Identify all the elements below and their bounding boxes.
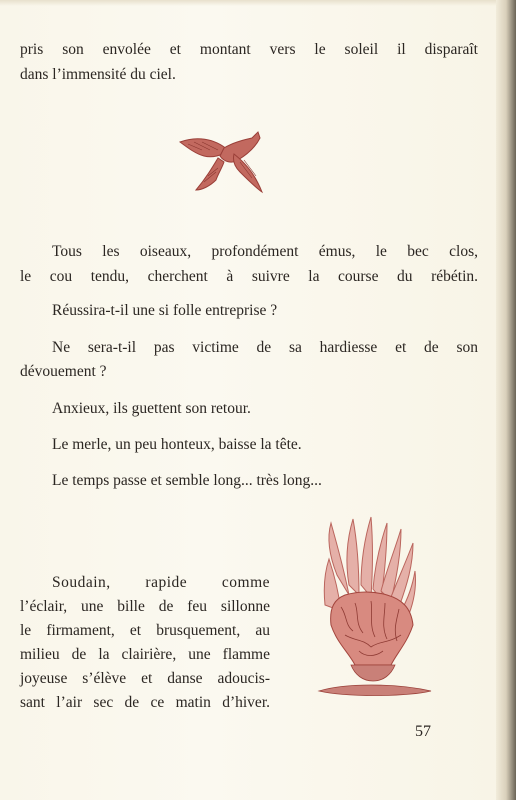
paragraph-8-line-3: le firmament, et brusquement, au xyxy=(20,622,270,639)
paragraph-4-line-1: Ne sera-t-il pas victime de sa hardiesse et de son xyxy=(52,339,478,356)
paragraph-8-line-1: Soudain, rapide comme xyxy=(52,574,270,591)
flame-drawing xyxy=(315,515,435,705)
paragraph-2-line-2: le cou tendu, cherchent à suivre la course du rébétin. xyxy=(20,268,478,285)
book-spine-shadow xyxy=(496,0,516,800)
paragraph-8-line-6: sant l’air sec de ce matin d’hiver. xyxy=(20,694,270,711)
paragraph-3: Réussira-t-il une si folle entreprise ? xyxy=(52,302,278,319)
paragraph-4-line-2: dévouement ? xyxy=(20,363,107,380)
paragraph-2-line-1: Tous les oiseaux, profondément émus, le bec clos, xyxy=(52,243,478,260)
paragraph-1-line-1: pris son envolée et montant vers le soleil il disparaît xyxy=(20,41,478,58)
paragraph-5: Anxieux, ils guettent son retour. xyxy=(52,400,251,417)
paragraph-8-line-2: l’éclair, une bille de feu sillonne xyxy=(20,598,270,615)
bird-drawing xyxy=(178,128,278,198)
paragraph-6: Le merle, un peu honteux, baisse la tête. xyxy=(52,436,302,453)
page-top-edge xyxy=(0,0,516,6)
page-number: 57 xyxy=(415,723,431,740)
paragraph-8-line-4: milieu de la clairière, une flamme xyxy=(20,646,270,663)
paragraph-8-line-5: joyeuse s’élève et danse adoucis- xyxy=(20,670,270,687)
paragraph-1-line-2: dans l’immensité du ciel. xyxy=(20,66,176,83)
paragraph-7: Le temps passe et semble long... très long... xyxy=(52,472,322,489)
